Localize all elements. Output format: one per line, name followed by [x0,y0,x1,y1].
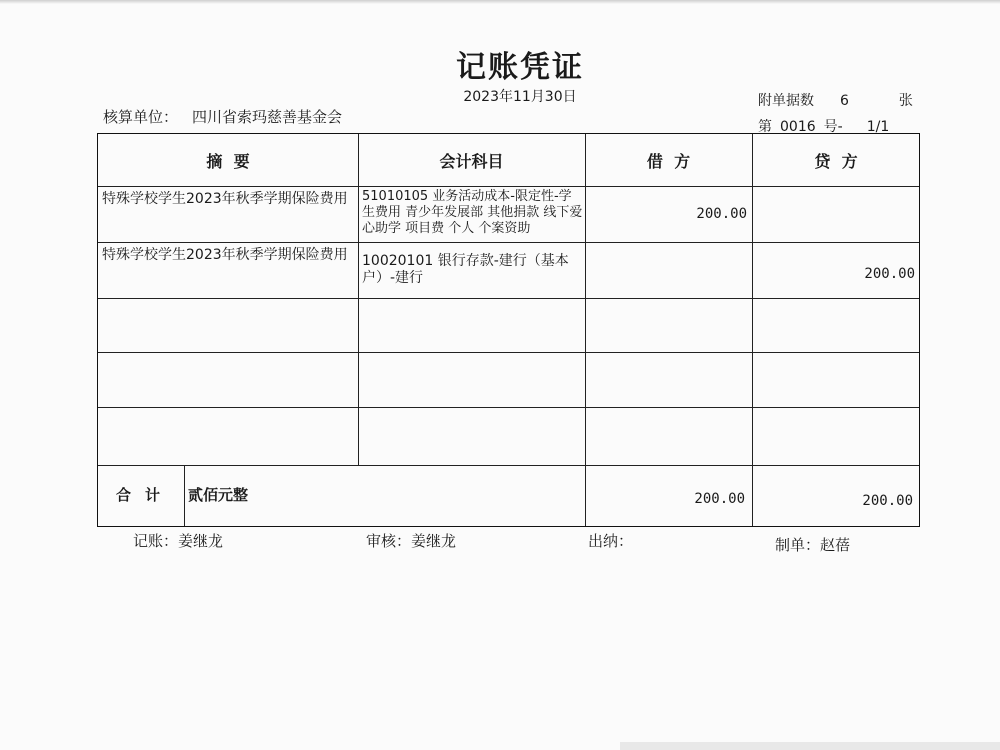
reviewer-label: 审核： [366,532,412,550]
row-divider [98,298,919,299]
signature-bookkeeper [133,530,223,551]
voucher-number-prefix: 第 [758,119,772,135]
accounting-unit [103,106,342,127]
total-debit: 200.00 [694,491,745,507]
total-credit: 200.00 [862,493,913,509]
signature-cashier [588,530,633,551]
header-debit-label: 借 方 [646,151,691,171]
preparer-label: 制单： [775,536,821,554]
voucher-page: 1/1 [866,119,890,135]
header-account-label: 会计科目 [439,151,504,171]
cashier-label: 出纳： [588,532,634,550]
accounting-unit-name: 四川省索玛慈善基金会 [192,108,343,126]
header-summary [98,134,358,186]
signature-preparer [775,534,850,555]
row-2-credit: 200.00 [864,266,915,282]
signature-reviewer [366,530,456,551]
row-divider [98,352,919,353]
scan-edge [0,0,1000,4]
row-divider [98,186,919,187]
column-divider [184,465,185,526]
total-in-words: 贰佰元整 [188,486,249,504]
column-divider [752,134,753,526]
row-1-summary: 特殊学校学生2023年秋季学期保险费用 [102,191,348,207]
voucher-number-value: 0016 [780,119,816,135]
voucher-number-suffix: 号- [823,119,843,135]
row-divider [98,407,919,408]
scan-edge [620,742,1000,750]
row-2-account: 10020101 银行存款-建行（基本户）-建行 [362,253,569,286]
column-divider [585,134,586,526]
preparer-name: 赵蓓 [820,536,851,554]
voucher-table [97,133,920,527]
bookkeeper-name: 姜继龙 [178,532,224,550]
row-divider [98,242,919,243]
voucher-title: 记账凭证 [456,50,584,85]
header-summary-label: 摘 要 [206,151,250,171]
header-account [358,134,585,186]
attachment-number: 6 [840,93,849,109]
row-1-debit: 200.00 [696,206,747,222]
header-debit [585,134,752,186]
attachment-unit: 张 [898,93,913,109]
row-2-summary: 特殊学校学生2023年秋季学期保险费用 [102,247,348,263]
attachment-label: 附单据数 [758,93,814,109]
accounting-unit-label: 核算单位： [103,108,179,126]
row-divider [98,465,919,466]
total-label: 合计 [116,486,175,504]
reviewer-name: 姜继龙 [411,532,457,550]
voucher-date: 2023年11月30日 [463,89,577,105]
header-credit-label: 贷 方 [814,151,858,171]
bookkeeper-label: 记账： [133,532,179,550]
header-credit [752,134,920,186]
row-1-account: 51010105 业务活动成本-限定性-学生费用 青少年发展部 其他捐款 线下爱心助学 项目费 个人 个案资助 [362,189,583,236]
attachment-count [758,90,913,110]
